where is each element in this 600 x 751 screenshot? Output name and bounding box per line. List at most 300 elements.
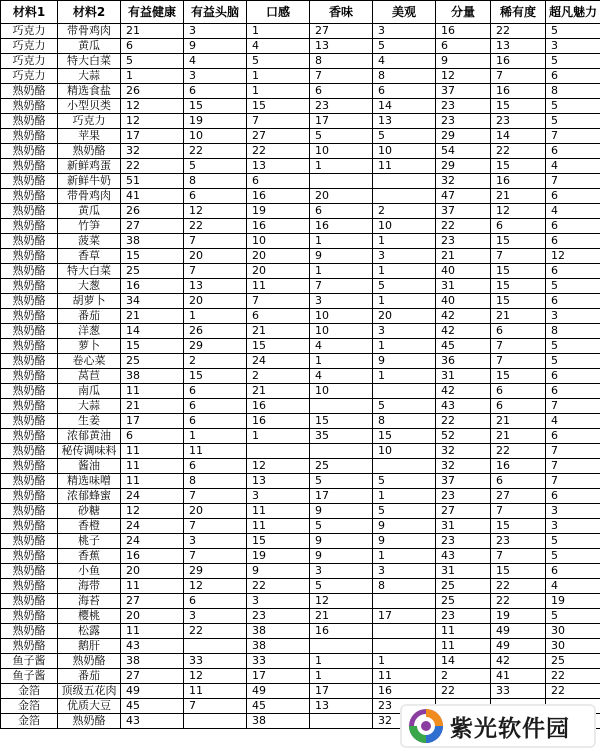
stat-cell: 16 bbox=[310, 624, 373, 639]
stat-cell: 21 bbox=[121, 399, 184, 414]
material2-cell: 酱油 bbox=[58, 459, 121, 474]
stat-cell: 27 bbox=[121, 594, 184, 609]
stat-cell: 22 bbox=[247, 144, 310, 159]
material2-cell: 番茄 bbox=[58, 309, 121, 324]
stat-cell: 3 bbox=[373, 324, 436, 339]
stat-cell: 5 bbox=[546, 24, 600, 39]
stat-cell: 29 bbox=[184, 339, 247, 354]
stat-cell: 1 bbox=[373, 549, 436, 564]
stat-cell: 16 bbox=[121, 279, 184, 294]
stat-cell: 9 bbox=[310, 534, 373, 549]
stat-cell: 13 bbox=[310, 699, 373, 714]
table-row bbox=[1, 84, 600, 99]
material2-cell: 特大白菜 bbox=[58, 54, 121, 69]
material1-cell: 熟奶酪 bbox=[1, 324, 58, 339]
stat-cell: 12 bbox=[546, 249, 600, 264]
stat-cell: 27 bbox=[121, 669, 184, 684]
material2-cell: 香橙 bbox=[58, 519, 121, 534]
stat-cell: 1 bbox=[310, 159, 373, 174]
material1-cell: 熟奶酪 bbox=[1, 219, 58, 234]
stat-cell: 23 bbox=[247, 609, 310, 624]
stat-cell: 22 bbox=[436, 219, 491, 234]
stat-cell: 11 bbox=[121, 579, 184, 594]
stat-cell: 1 bbox=[310, 669, 373, 684]
stat-cell: 4 bbox=[546, 414, 600, 429]
stat-cell: 38 bbox=[247, 714, 310, 729]
stat-cell: 7 bbox=[546, 399, 600, 414]
material1-cell: 巧克力 bbox=[1, 24, 58, 39]
stat-cell: 21 bbox=[491, 414, 546, 429]
material2-cell: 小鱼 bbox=[58, 564, 121, 579]
stat-cell: 7 bbox=[184, 549, 247, 564]
column-header: 稀有度 bbox=[491, 1, 546, 24]
stat-cell bbox=[310, 639, 373, 654]
stat-cell: 5 bbox=[546, 99, 600, 114]
stat-cell: 6 bbox=[184, 594, 247, 609]
stat-cell: 26 bbox=[184, 324, 247, 339]
column-header: 美观 bbox=[373, 1, 436, 24]
stat-cell: 1 bbox=[373, 654, 436, 669]
table-row bbox=[1, 549, 600, 564]
stat-cell: 21 bbox=[491, 189, 546, 204]
stat-cell: 6 bbox=[546, 144, 600, 159]
stat-cell: 15 bbox=[491, 279, 546, 294]
stat-cell: 11 bbox=[373, 159, 436, 174]
stat-cell: 7 bbox=[491, 69, 546, 84]
stat-cell: 3 bbox=[373, 24, 436, 39]
material1-cell: 熟奶酪 bbox=[1, 429, 58, 444]
stat-cell: 3 bbox=[310, 294, 373, 309]
table-header-row bbox=[1, 1, 600, 24]
stat-cell: 31 bbox=[436, 369, 491, 384]
material1-cell: 熟奶酪 bbox=[1, 264, 58, 279]
material1-cell: 熟奶酪 bbox=[1, 84, 58, 99]
stat-cell: 45 bbox=[247, 699, 310, 714]
material1-cell: 熟奶酪 bbox=[1, 279, 58, 294]
table-row bbox=[1, 489, 600, 504]
stat-cell: 6 bbox=[546, 234, 600, 249]
material1-cell: 熟奶酪 bbox=[1, 129, 58, 144]
stat-cell: 4 bbox=[546, 204, 600, 219]
stat-cell: 27 bbox=[436, 504, 491, 519]
stat-cell bbox=[373, 624, 436, 639]
stat-cell: 10 bbox=[373, 144, 436, 159]
stat-cell: 4 bbox=[546, 159, 600, 174]
stat-cell: 23 bbox=[436, 234, 491, 249]
stat-cell: 5 bbox=[373, 399, 436, 414]
table-row bbox=[1, 399, 600, 414]
material1-cell: 熟奶酪 bbox=[1, 489, 58, 504]
table-row bbox=[1, 444, 600, 459]
stat-cell bbox=[310, 444, 373, 459]
material1-cell: 鱼子酱 bbox=[1, 669, 58, 684]
stat-cell: 11 bbox=[247, 519, 310, 534]
stat-cell: 12 bbox=[436, 69, 491, 84]
stat-cell: 52 bbox=[436, 429, 491, 444]
stat-cell: 11 bbox=[247, 504, 310, 519]
stat-cell: 16 bbox=[491, 84, 546, 99]
stat-cell: 23 bbox=[491, 534, 546, 549]
table-row bbox=[1, 264, 600, 279]
table-row bbox=[1, 54, 600, 69]
stat-cell: 26 bbox=[121, 84, 184, 99]
stat-cell: 6 bbox=[546, 69, 600, 84]
material2-cell: 萝卜 bbox=[58, 339, 121, 354]
stat-cell: 42 bbox=[436, 384, 491, 399]
stat-cell bbox=[373, 174, 436, 189]
stat-cell: 49 bbox=[491, 624, 546, 639]
stat-cell: 22 bbox=[491, 144, 546, 159]
stat-cell: 3 bbox=[184, 24, 247, 39]
stat-cell: 4 bbox=[310, 369, 373, 384]
stat-cell: 11 bbox=[184, 684, 247, 699]
stat-cell: 5 bbox=[546, 549, 600, 564]
stat-cell: 13 bbox=[247, 474, 310, 489]
stat-cell: 7 bbox=[247, 294, 310, 309]
material2-cell: 顶级五花肉 bbox=[58, 684, 121, 699]
stat-cell: 6 bbox=[546, 294, 600, 309]
stat-cell: 6 bbox=[247, 174, 310, 189]
stat-cell: 3 bbox=[373, 564, 436, 579]
stat-cell: 14 bbox=[491, 129, 546, 144]
stat-cell: 7 bbox=[184, 699, 247, 714]
stat-cell: 6 bbox=[491, 324, 546, 339]
material2-cell: 竹笋 bbox=[58, 219, 121, 234]
stat-cell: 10 bbox=[310, 144, 373, 159]
stat-cell: 13 bbox=[310, 39, 373, 54]
material2-cell: 桃子 bbox=[58, 534, 121, 549]
stat-cell: 6 bbox=[184, 84, 247, 99]
stat-cell: 7 bbox=[546, 474, 600, 489]
stat-cell: 21 bbox=[247, 384, 310, 399]
stat-cell: 12 bbox=[247, 459, 310, 474]
table-row bbox=[1, 654, 600, 669]
stat-cell: 6 bbox=[184, 399, 247, 414]
stat-cell: 17 bbox=[121, 414, 184, 429]
stat-cell: 7 bbox=[491, 354, 546, 369]
stat-cell: 17 bbox=[121, 129, 184, 144]
stat-cell: 22 bbox=[491, 24, 546, 39]
stat-cell: 6 bbox=[546, 219, 600, 234]
column-header: 超凡魅力 bbox=[546, 1, 600, 24]
material1-cell: 鱼子酱 bbox=[1, 654, 58, 669]
stat-cell: 6 bbox=[373, 84, 436, 99]
material1-cell: 熟奶酪 bbox=[1, 189, 58, 204]
stat-cell: 13 bbox=[247, 159, 310, 174]
stat-cell: 7 bbox=[546, 129, 600, 144]
material1-cell: 熟奶酪 bbox=[1, 444, 58, 459]
material2-cell: 优质大豆 bbox=[58, 699, 121, 714]
stat-cell: 3 bbox=[247, 594, 310, 609]
stat-cell: 31 bbox=[436, 279, 491, 294]
stat-cell: 16 bbox=[247, 414, 310, 429]
stat-cell: 12 bbox=[310, 594, 373, 609]
stat-cell: 38 bbox=[121, 234, 184, 249]
stat-cell: 5 bbox=[546, 534, 600, 549]
stat-cell: 16 bbox=[491, 174, 546, 189]
table-row bbox=[1, 564, 600, 579]
material2-cell: 香草 bbox=[58, 249, 121, 264]
stat-cell: 1 bbox=[310, 654, 373, 669]
table-row bbox=[1, 69, 600, 84]
column-header: 材料1 bbox=[1, 1, 58, 24]
material1-cell: 巧克力 bbox=[1, 39, 58, 54]
stat-cell bbox=[184, 639, 247, 654]
material2-cell: 带骨鸡肉 bbox=[58, 189, 121, 204]
stat-cell: 20 bbox=[310, 189, 373, 204]
purple-light-logo-icon bbox=[406, 706, 446, 746]
material2-cell: 熟奶酪 bbox=[58, 144, 121, 159]
stat-cell: 8 bbox=[373, 414, 436, 429]
stat-cell: 6 bbox=[491, 474, 546, 489]
stat-cell: 7 bbox=[546, 174, 600, 189]
stat-cell: 1 bbox=[247, 24, 310, 39]
stat-cell: 22 bbox=[184, 144, 247, 159]
stat-cell: 23 bbox=[491, 114, 546, 129]
stat-cell bbox=[373, 189, 436, 204]
stat-cell: 25 bbox=[436, 594, 491, 609]
material1-cell: 熟奶酪 bbox=[1, 639, 58, 654]
table-row bbox=[1, 324, 600, 339]
stat-cell: 3 bbox=[184, 69, 247, 84]
stat-cell: 22 bbox=[121, 159, 184, 174]
stat-cell: 6 bbox=[184, 414, 247, 429]
stat-cell: 37 bbox=[436, 84, 491, 99]
stat-cell: 4 bbox=[247, 39, 310, 54]
stat-cell: 15 bbox=[491, 519, 546, 534]
stat-cell: 31 bbox=[436, 519, 491, 534]
stat-cell: 7 bbox=[546, 444, 600, 459]
stat-cell: 14 bbox=[436, 654, 491, 669]
stat-cell: 15 bbox=[491, 99, 546, 114]
stat-cell: 23 bbox=[436, 534, 491, 549]
stat-cell: 5 bbox=[184, 159, 247, 174]
material1-cell: 熟奶酪 bbox=[1, 519, 58, 534]
material2-cell: 樱桃 bbox=[58, 609, 121, 624]
stat-cell: 6 bbox=[184, 384, 247, 399]
stat-cell: 32 bbox=[436, 444, 491, 459]
material1-cell: 金箔 bbox=[1, 684, 58, 699]
material2-cell: 海带 bbox=[58, 579, 121, 594]
stat-cell: 43 bbox=[436, 549, 491, 564]
material2-cell: 海苔 bbox=[58, 594, 121, 609]
stat-cell: 17 bbox=[310, 114, 373, 129]
stat-cell: 6 bbox=[247, 309, 310, 324]
stat-cell: 42 bbox=[436, 309, 491, 324]
stat-cell: 21 bbox=[491, 309, 546, 324]
table-row bbox=[1, 294, 600, 309]
stat-cell: 23 bbox=[436, 114, 491, 129]
stat-cell: 38 bbox=[121, 654, 184, 669]
stat-cell: 4 bbox=[546, 579, 600, 594]
stat-cell: 42 bbox=[491, 654, 546, 669]
stat-cell: 13 bbox=[491, 39, 546, 54]
stat-cell: 35 bbox=[310, 429, 373, 444]
material2-cell: 黄瓜 bbox=[58, 39, 121, 54]
material1-cell: 熟奶酪 bbox=[1, 564, 58, 579]
stat-cell: 10 bbox=[373, 219, 436, 234]
stat-cell: 12 bbox=[121, 114, 184, 129]
stat-cell: 12 bbox=[121, 99, 184, 114]
stat-cell: 2 bbox=[436, 669, 491, 684]
stat-cell: 1 bbox=[373, 234, 436, 249]
stat-cell: 2 bbox=[247, 369, 310, 384]
stat-cell bbox=[373, 459, 436, 474]
stat-cell: 11 bbox=[121, 444, 184, 459]
stat-cell: 6 bbox=[310, 204, 373, 219]
stat-cell: 16 bbox=[491, 459, 546, 474]
stat-cell: 8 bbox=[184, 174, 247, 189]
stat-cell: 37 bbox=[436, 204, 491, 219]
material1-cell: 熟奶酪 bbox=[1, 504, 58, 519]
material1-cell: 熟奶酪 bbox=[1, 414, 58, 429]
stat-cell: 17 bbox=[310, 489, 373, 504]
stat-cell: 6 bbox=[546, 384, 600, 399]
stat-cell: 27 bbox=[247, 129, 310, 144]
stat-cell: 45 bbox=[121, 699, 184, 714]
stat-cell: 15 bbox=[184, 369, 247, 384]
table-row bbox=[1, 39, 600, 54]
stat-cell: 6 bbox=[546, 489, 600, 504]
stat-cell: 3 bbox=[546, 519, 600, 534]
stat-cell: 33 bbox=[247, 654, 310, 669]
table-row bbox=[1, 609, 600, 624]
stat-cell: 29 bbox=[436, 159, 491, 174]
stat-cell: 13 bbox=[184, 279, 247, 294]
material2-cell: 苹果 bbox=[58, 129, 121, 144]
material1-cell: 熟奶酪 bbox=[1, 234, 58, 249]
stat-cell: 23 bbox=[436, 489, 491, 504]
table-row bbox=[1, 339, 600, 354]
stat-cell: 20 bbox=[121, 609, 184, 624]
stat-cell: 5 bbox=[546, 339, 600, 354]
table-row bbox=[1, 159, 600, 174]
stat-cell: 19 bbox=[546, 594, 600, 609]
stat-cell: 7 bbox=[310, 69, 373, 84]
table-row bbox=[1, 519, 600, 534]
material2-cell: 菠菜 bbox=[58, 234, 121, 249]
stat-cell: 40 bbox=[436, 264, 491, 279]
stat-cell: 11 bbox=[436, 639, 491, 654]
stat-cell: 11 bbox=[121, 459, 184, 474]
stat-cell: 30 bbox=[546, 639, 600, 654]
stat-cell: 19 bbox=[491, 609, 546, 624]
stat-cell: 29 bbox=[184, 564, 247, 579]
stat-cell: 17 bbox=[310, 684, 373, 699]
stat-cell: 5 bbox=[373, 39, 436, 54]
material1-cell: 熟奶酪 bbox=[1, 294, 58, 309]
stat-cell: 21 bbox=[310, 609, 373, 624]
stat-cell: 15 bbox=[121, 339, 184, 354]
material2-cell: 新鲜牛奶 bbox=[58, 174, 121, 189]
stat-cell: 24 bbox=[121, 489, 184, 504]
stat-cell: 16 bbox=[491, 54, 546, 69]
material2-cell: 特大白菜 bbox=[58, 264, 121, 279]
material1-cell: 金箔 bbox=[1, 699, 58, 714]
table-row bbox=[1, 369, 600, 384]
material1-cell: 巧克力 bbox=[1, 54, 58, 69]
stat-cell: 19 bbox=[184, 114, 247, 129]
stat-cell: 6 bbox=[121, 429, 184, 444]
stat-cell: 6 bbox=[546, 564, 600, 579]
stat-cell: 21 bbox=[121, 24, 184, 39]
material1-cell: 熟奶酪 bbox=[1, 99, 58, 114]
material1-cell: 熟奶酪 bbox=[1, 549, 58, 564]
stat-cell: 1 bbox=[247, 69, 310, 84]
stat-cell: 27 bbox=[491, 489, 546, 504]
material2-cell: 砂糖 bbox=[58, 504, 121, 519]
stat-cell: 30 bbox=[546, 624, 600, 639]
table-row bbox=[1, 534, 600, 549]
stat-cell: 1 bbox=[184, 429, 247, 444]
table-row bbox=[1, 174, 600, 189]
stat-cell: 11 bbox=[121, 474, 184, 489]
table-row bbox=[1, 24, 600, 39]
material1-cell: 熟奶酪 bbox=[1, 369, 58, 384]
stat-cell: 8 bbox=[546, 324, 600, 339]
table-row bbox=[1, 219, 600, 234]
stat-cell: 34 bbox=[121, 294, 184, 309]
stat-cell: 54 bbox=[436, 144, 491, 159]
stat-cell: 5 bbox=[310, 519, 373, 534]
stat-cell: 21 bbox=[436, 249, 491, 264]
material1-cell: 熟奶酪 bbox=[1, 309, 58, 324]
stat-cell bbox=[310, 399, 373, 414]
stat-cell: 15 bbox=[373, 429, 436, 444]
stat-cell: 5 bbox=[373, 504, 436, 519]
stat-cell bbox=[184, 714, 247, 729]
stat-cell: 16 bbox=[373, 684, 436, 699]
stat-cell: 7 bbox=[310, 279, 373, 294]
material2-cell: 番茄 bbox=[58, 669, 121, 684]
stat-cell: 7 bbox=[491, 249, 546, 264]
stat-cell: 38 bbox=[247, 624, 310, 639]
column-header: 有益头脑 bbox=[184, 1, 247, 24]
stat-cell: 15 bbox=[491, 264, 546, 279]
stat-cell: 23 bbox=[310, 99, 373, 114]
stat-cell: 3 bbox=[310, 564, 373, 579]
stat-cell: 25 bbox=[310, 459, 373, 474]
stat-cell: 8 bbox=[184, 474, 247, 489]
stat-cell bbox=[373, 594, 436, 609]
table-row bbox=[1, 669, 600, 684]
material1-cell: 熟奶酪 bbox=[1, 624, 58, 639]
stat-cell: 20 bbox=[184, 504, 247, 519]
stat-cell: 40 bbox=[436, 294, 491, 309]
stat-cell: 9 bbox=[247, 564, 310, 579]
stat-cell: 11 bbox=[184, 444, 247, 459]
stat-cell: 27 bbox=[310, 24, 373, 39]
material1-cell: 巧克力 bbox=[1, 69, 58, 84]
stat-cell: 3 bbox=[546, 39, 600, 54]
table-row bbox=[1, 99, 600, 114]
stat-cell: 16 bbox=[436, 24, 491, 39]
site-watermark bbox=[400, 704, 596, 748]
stat-cell: 1 bbox=[310, 354, 373, 369]
table-row bbox=[1, 624, 600, 639]
stat-cell: 5 bbox=[546, 114, 600, 129]
stat-cell: 15 bbox=[491, 294, 546, 309]
stat-cell: 49 bbox=[247, 684, 310, 699]
material2-cell: 熟奶酪 bbox=[58, 654, 121, 669]
stat-cell: 45 bbox=[436, 339, 491, 354]
stat-cell: 47 bbox=[436, 189, 491, 204]
stat-cell: 10 bbox=[310, 384, 373, 399]
material2-cell: 新鲜鸡蛋 bbox=[58, 159, 121, 174]
table-row bbox=[1, 429, 600, 444]
material1-cell: 熟奶酪 bbox=[1, 534, 58, 549]
material1-cell: 熟奶酪 bbox=[1, 399, 58, 414]
